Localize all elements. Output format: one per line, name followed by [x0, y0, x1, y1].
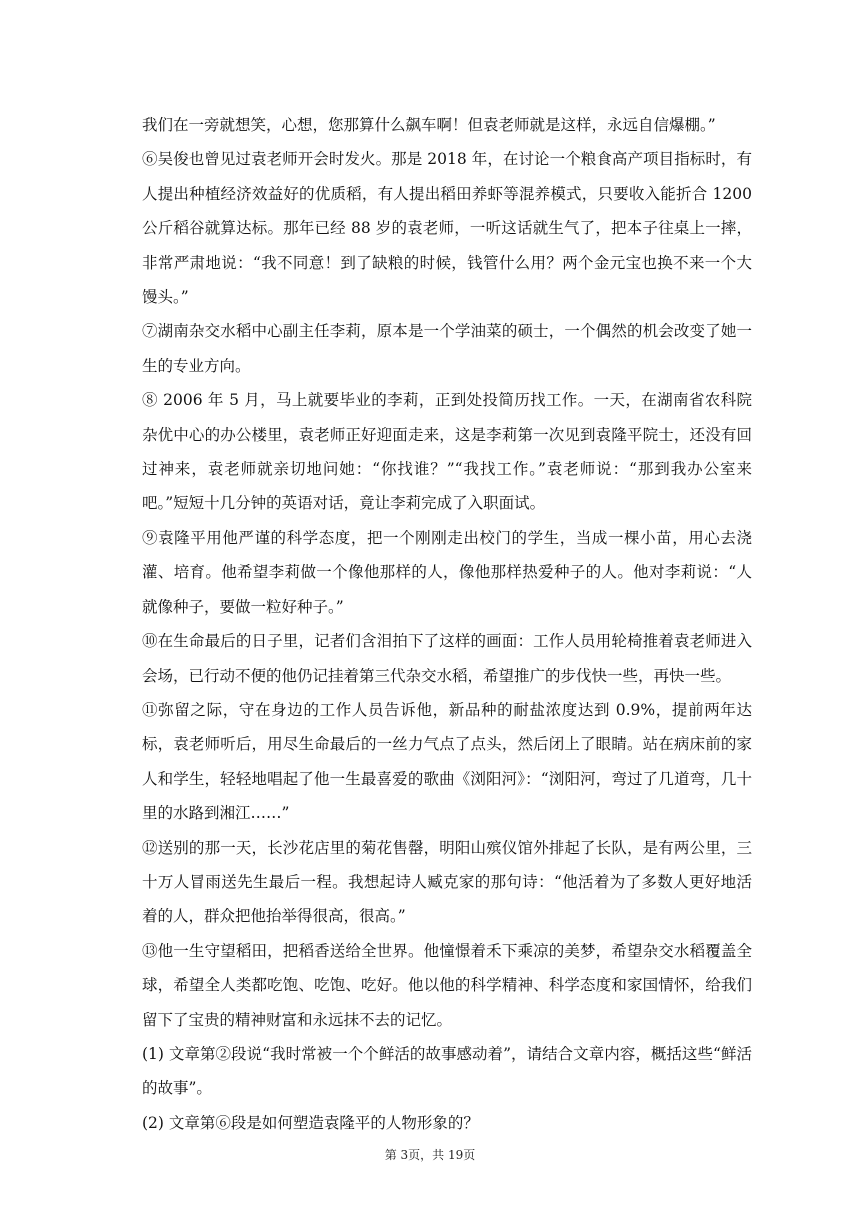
paragraph-13: ⑬他一生守望稻田，把稻香送给全世界。他憧憬着禾下乘凉的美梦，希望杂交水稻覆盖全球，希望全人类都吃饱、吃饱、吃好。他以他的科学精神、科学态度和家国情怀，给我们留下了宝贵的精神财富和永远抹不去的记忆。	[142, 941, 752, 1029]
paragraph-12: ⑫送别的那一天，长沙花店里的菊花售罄，明阳山殡仪馆外排起了长队，是有两公里，三十万人冒雨送先生最后一程。我想起诗人臧克家的那句诗：“他活着为了多数人更好地活着的人，群众把他抬举得很高，很高。”	[142, 838, 752, 926]
paragraph-8: ⑧ 2006 年 5 月，马上就要毕业的李莉，正到处投简历找工作。一天，在湖南省农科院杂优中心的办公楼里，袁老师正好迎面走来，这是李莉第一次见到袁隆平院士，还没有回过神来，袁老师就亲切地问她：“你找谁？”“我找工作。”袁老师说：“那到我办公室来吧。”短短十几分钟的英语对话，竟让李莉完成了入职面试。	[142, 391, 752, 513]
article-body	[142, 108, 752, 1140]
page-number-footer: 第 3页，共 19页	[384, 1148, 476, 1162]
question-1: (1) 文章第②段说“我时常被一个个鲜活的故事感动着”，请结合文章内容，概括这些“鲜活的故事”。	[142, 1044, 752, 1098]
paragraph-11: ⑪弥留之际，守在身边的工作人员告诉他，新品种的耐盐浓度达到 0.9%，提前两年达标，袁老师听后，用尽生命最后的一丝力气点了点头，然后闭上了眼睛。站在病床前的家人和学生，轻轻地唱起了他一生最喜爱的歌曲《浏阳河》：“浏阳河，弯过了几道弯，几十里的水路到湘江……”	[142, 700, 752, 823]
paragraph-continuation: 我们在一旁就想笑，心想，您那算什么飙车啊！但袁老师就是这样，永远自信爆棚。”	[142, 116, 716, 134]
question-2: (2) 文章第⑥段是如何塑造袁隆平的人物形象的？	[142, 1113, 479, 1132]
paragraph-9: ⑨袁隆平用他严谨的科学态度，把一个刚刚走出校门的学生，当成一棵小苗，用心去浇灌、培育。他希望李莉做一个像他那样的人，像他那样热爱种子的人。他对李莉说：“人就像种子，要做一粒好种子。”	[142, 528, 752, 616]
paragraph-7: ⑦湖南杂交水稻中心副主任李莉，原本是一个学油菜的硕士，一个偶然的机会改变了她一生的专业方向。	[142, 322, 752, 375]
paragraph-10: ⑩在生命最后的日子里，记者们含泪拍下了这样的画面：工作人员用轮椅推着袁老师进入会场，已行动不便的他仍记挂着第三代杂交水稻，希望推广的步伐快一些，再快一些。	[142, 632, 752, 685]
paragraph-6: ⑥吴俊也曾见过袁老师开会时发火。那是 2018 年，在讨论一个粮食高产项目指标时，有人提出种植经济效益好的优质稻，有人提出稻田养虾等混养模式，只要收入能折合 1200 公斤稻谷就算达标。那年已经 88 岁的袁老师，一听这话就生气了，把本子往桌上一摔，非常严肃地说：“我不同意！到了缺粮的时候，钱管什么用？两个金元宝也换不来一个大馒头。”	[142, 150, 752, 307]
